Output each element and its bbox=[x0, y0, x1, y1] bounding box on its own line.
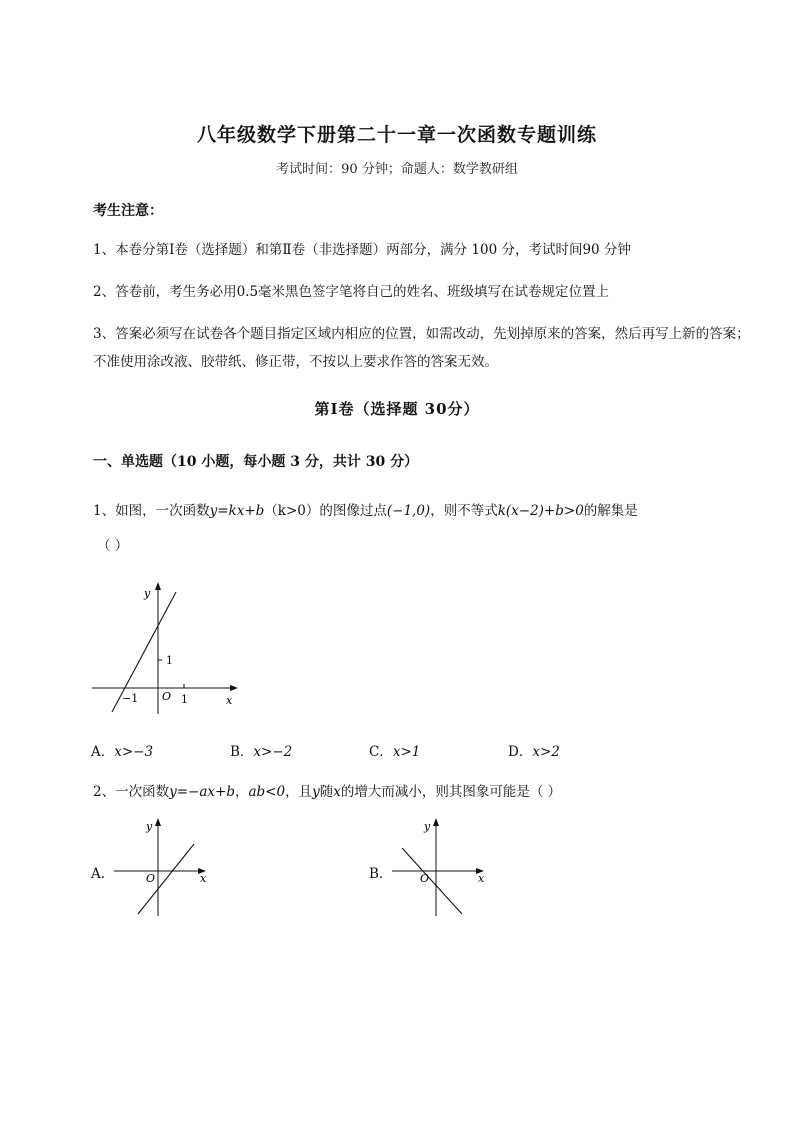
q2b-y-arrow bbox=[433, 818, 439, 826]
q1-x-arrow bbox=[230, 685, 238, 691]
q2-mid: ，且 bbox=[285, 784, 313, 800]
q1-point: (−1,0) bbox=[386, 503, 431, 519]
q1-graph bbox=[88, 578, 248, 718]
notice-item-2: 2、答卷前，考生务必用0.5毫米黑色签字笔将自己的姓名、班级填写在试卷规定位置上 bbox=[93, 284, 610, 300]
part-heading: 一、单选题（10 小题，每小题 3 分，共计 30 分） bbox=[93, 454, 419, 470]
q2b-x-label: x bbox=[478, 872, 485, 885]
q1-mid2: ，则不等式 bbox=[430, 503, 498, 519]
q2b-y-label: y bbox=[424, 820, 431, 833]
q1-mid: 的图像过点 bbox=[319, 503, 387, 519]
question-1-stem bbox=[93, 499, 638, 519]
q2a-y-arrow bbox=[155, 818, 161, 826]
q2-option-b-graph[interactable] bbox=[390, 814, 494, 920]
option-text: x>−2 bbox=[253, 744, 293, 760]
q2a-x-label: x bbox=[200, 872, 207, 885]
q2-prefix: 2、一次函数 bbox=[93, 784, 170, 800]
q1-neg-one-label: −1 bbox=[122, 692, 139, 705]
section-title: 第Ⅰ卷（选择题 30分） bbox=[314, 400, 480, 418]
q1-x-label: x bbox=[226, 694, 233, 707]
exam-info: 考试时间：90 分钟；命题人：数学教研组 bbox=[276, 162, 518, 177]
option-text: x>2 bbox=[532, 744, 560, 760]
option-letter: D． bbox=[508, 744, 533, 760]
q2b-origin-label: O bbox=[420, 872, 430, 885]
q1-option-a[interactable] bbox=[91, 740, 153, 760]
q2-function: y=−ax+b bbox=[169, 784, 235, 800]
page-title: 八年级数学下册第二十一章一次函数专题训练 bbox=[196, 124, 597, 146]
q1-function: y=kx+b bbox=[209, 503, 265, 519]
q2-suffix: 的增大而减小，则其图象可能是（ ） bbox=[340, 784, 562, 800]
q2-option-a-graph[interactable] bbox=[112, 814, 216, 920]
q2-x: x bbox=[333, 784, 341, 800]
notice-item-3: 3、答案必须写在试卷各个题目指定区域内相应的位置，如需改动，先划掉原来的答案，然后再写上新的答案；不准使用涂改液、胶带纸、修正带，不按以上要求作答的答案无效。 bbox=[93, 326, 750, 370]
q2-condition: ab<0 bbox=[248, 784, 286, 800]
q1-answer-bracket: （ ） bbox=[97, 538, 129, 554]
q1-option-c[interactable] bbox=[369, 740, 420, 760]
q1-y-label: y bbox=[144, 587, 151, 600]
option-letter: B． bbox=[230, 744, 254, 760]
q2-y: y bbox=[312, 784, 320, 800]
option-letter: C． bbox=[369, 744, 393, 760]
option-letter: A． bbox=[91, 744, 115, 760]
q2b-function-line bbox=[402, 848, 462, 914]
notice-heading: 考生注意： bbox=[93, 203, 163, 219]
option-text: x>1 bbox=[392, 744, 421, 760]
q1-inequality: k(x−2)+b>0 bbox=[497, 503, 584, 519]
notice-item-1: 1、本卷分第Ⅰ卷（选择题）和第Ⅱ卷（非选择题）两部分，满分 100 分，考试时间90 分钟 bbox=[93, 242, 631, 258]
q1-one-y-label: 1 bbox=[166, 654, 173, 667]
q2-mid2: 随 bbox=[319, 784, 334, 800]
q1-one-x-label: 1 bbox=[181, 693, 188, 706]
q1-option-b[interactable] bbox=[230, 740, 292, 760]
q1-origin-label: O bbox=[162, 690, 172, 703]
question-2-stem bbox=[93, 780, 561, 800]
q2a-origin-label: O bbox=[146, 872, 156, 885]
option-text: x>−3 bbox=[114, 744, 154, 760]
q1-y-arrow bbox=[155, 582, 161, 590]
q1-option-d[interactable] bbox=[508, 740, 560, 760]
q2-sep: ， bbox=[234, 784, 249, 800]
q1-condition: （k>0） bbox=[264, 503, 320, 519]
q1-suffix: 的解集是 bbox=[583, 503, 638, 519]
q2a-y-label: y bbox=[146, 820, 153, 833]
q2-option-a-letter[interactable]: A． bbox=[91, 866, 115, 882]
q2-option-b-letter[interactable]: B． bbox=[369, 866, 393, 882]
q1-prefix: 1、如图，一次函数 bbox=[93, 503, 210, 519]
